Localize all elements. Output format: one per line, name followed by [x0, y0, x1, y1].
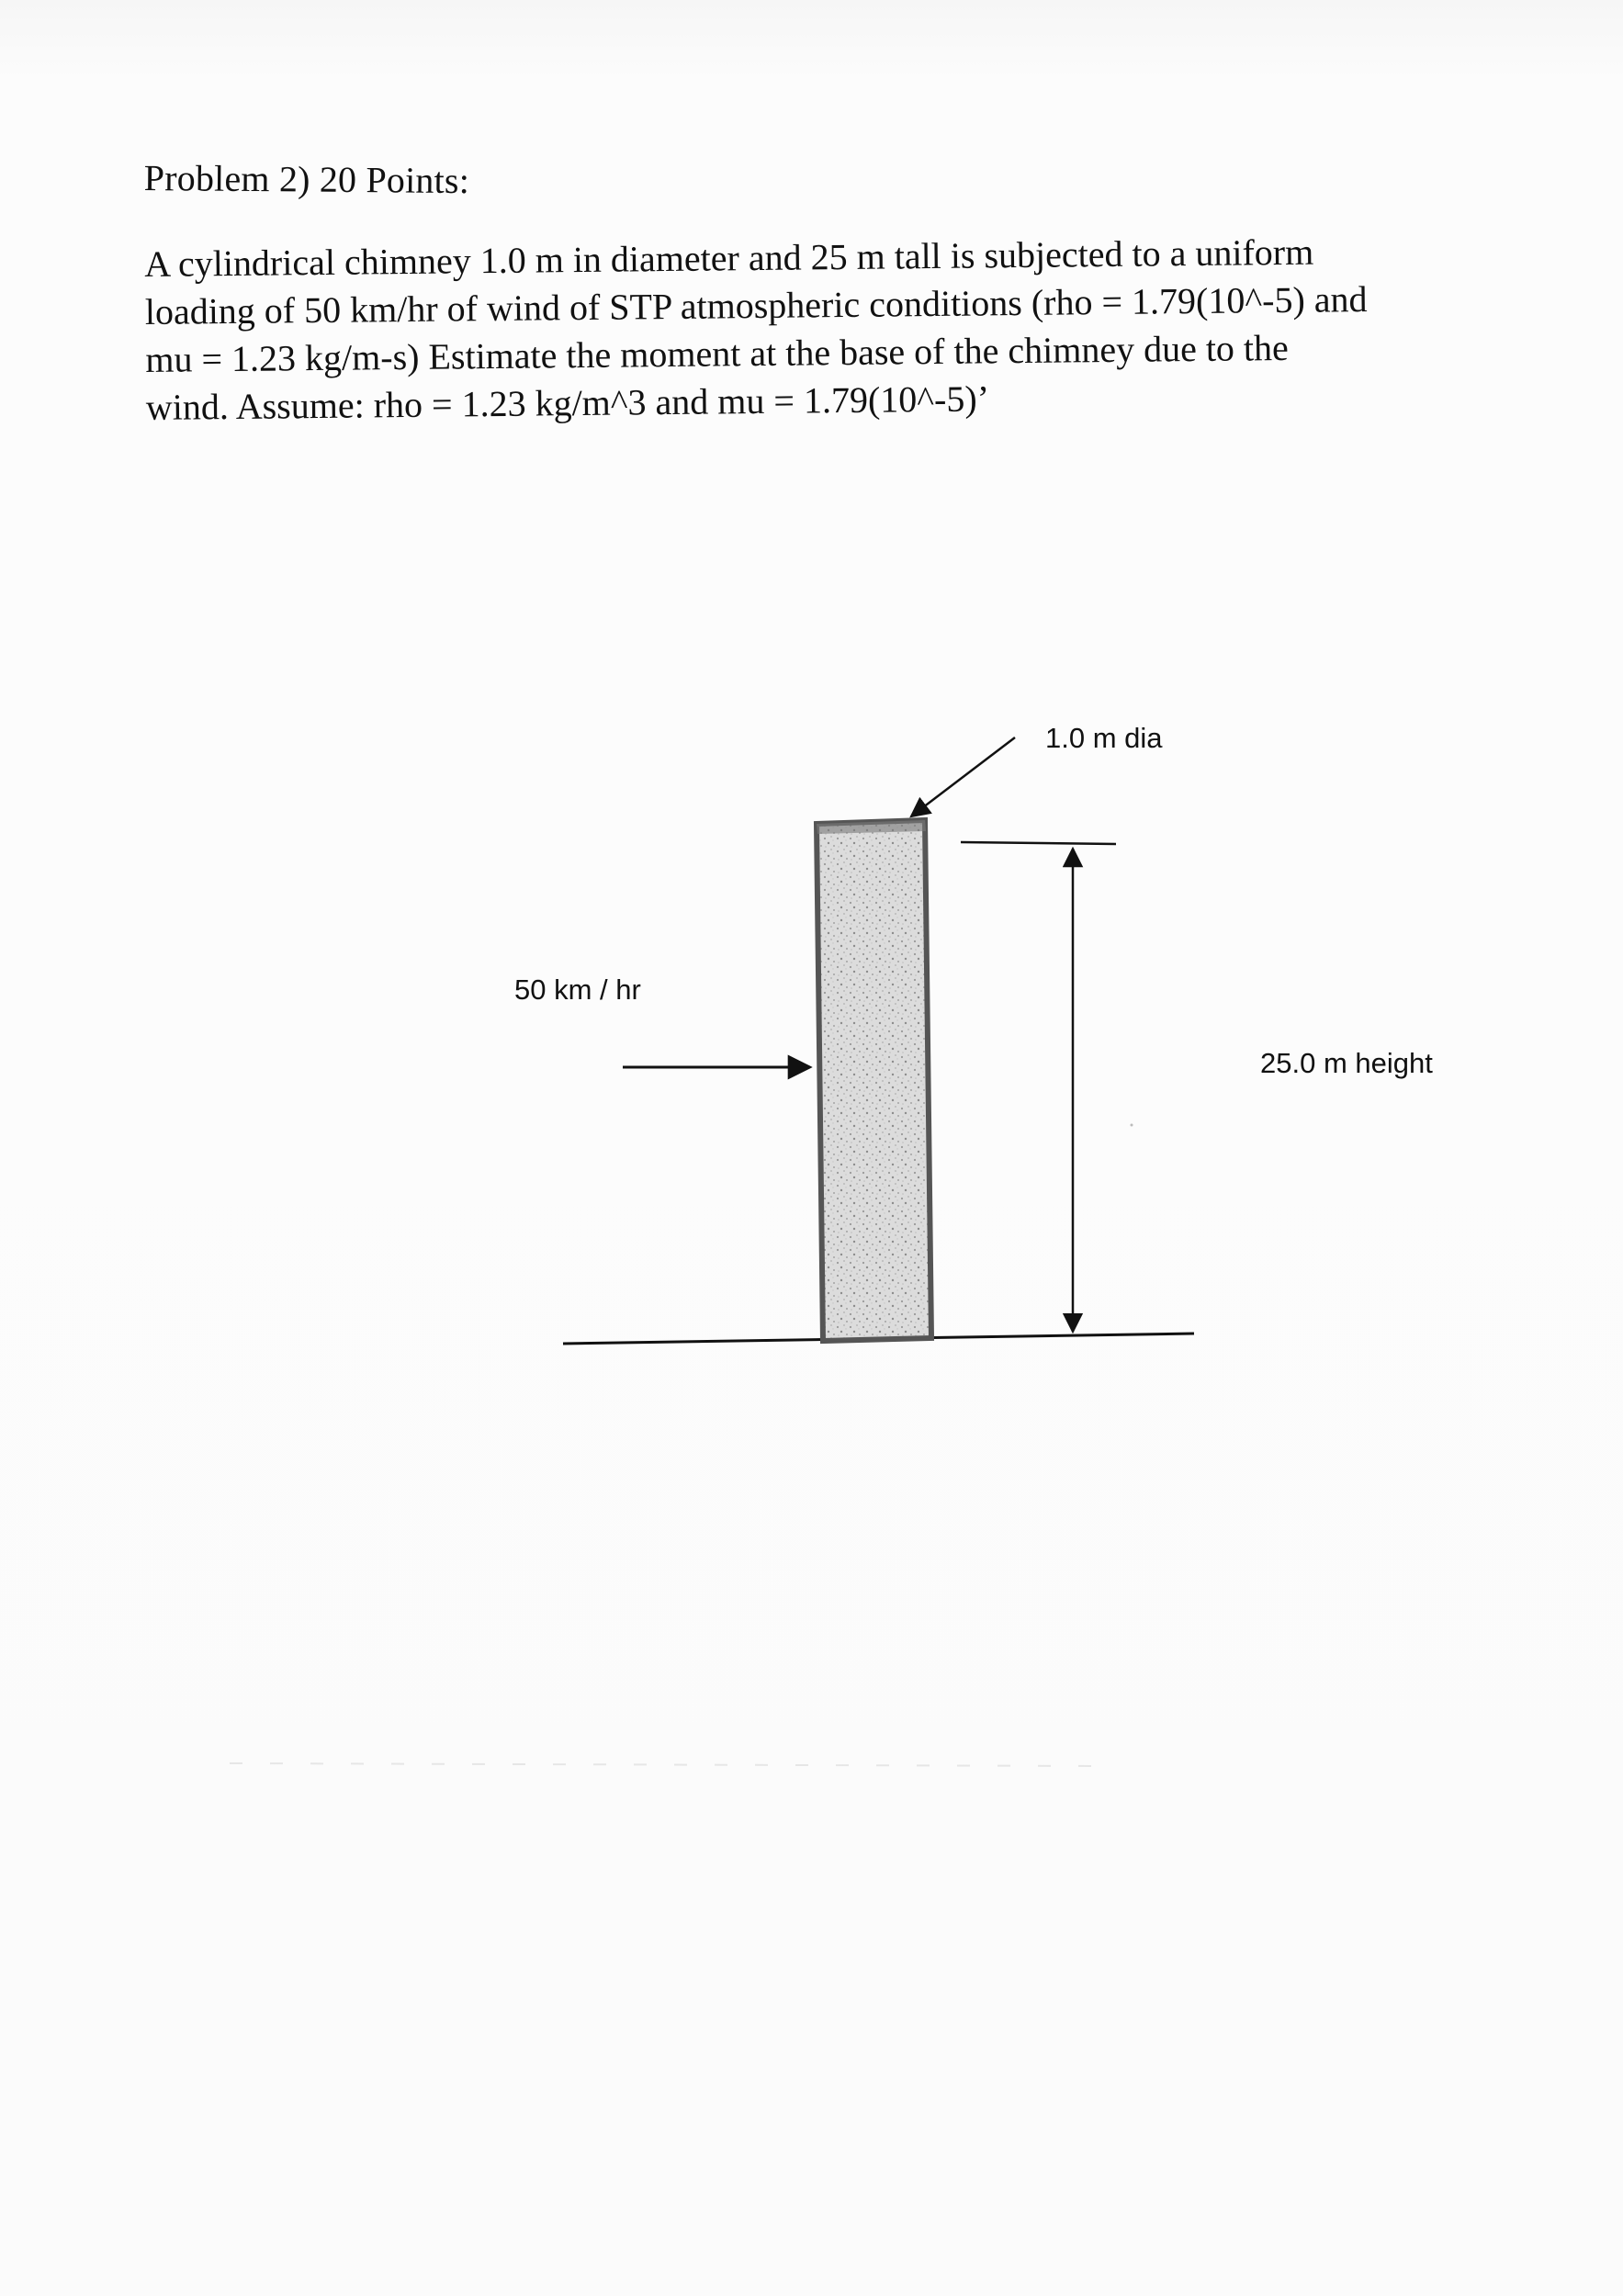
problem-line: loading of 50 km/hr of wind of STP atmospheric conditions (rho = 1.79(10^-5) and: [144, 278, 1368, 332]
diameter-leader-arrow: [911, 737, 1015, 816]
problem-line: wind. Assume: rho = 1.23 kg/m^3 and mu = 1.79(10^-5)’: [145, 377, 990, 428]
chimney: [817, 820, 931, 1341]
problem-heading: Problem 2) 20 Points:: [143, 156, 470, 202]
diameter-label: 1.0 m dia: [1045, 722, 1163, 754]
problem-line: A cylindrical chimney 1.0 m in diameter and 25 m tall is subjected to a uniform: [144, 231, 1314, 285]
problem-line: mu = 1.23 kg/m-s) Estimate the moment at the base of the chimney due to the: [145, 326, 1290, 380]
height-top-line: [961, 842, 1116, 844]
wind-label: 50 km / hr: [514, 974, 641, 1006]
height-label: 25.0 m height: [1260, 1047, 1433, 1079]
